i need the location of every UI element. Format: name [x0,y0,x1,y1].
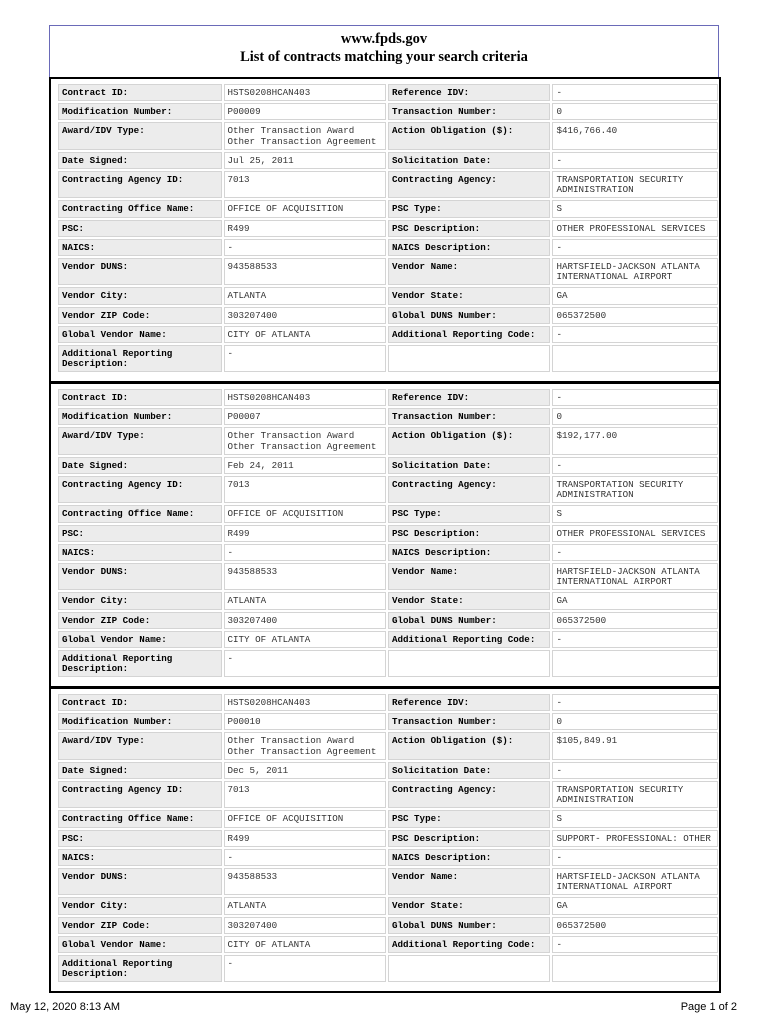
contract-record [49,687,721,993]
reference-idv-value: - [552,694,718,711]
modification-number-value: P00009 [224,103,386,120]
vendor-name-label: Vendor Name: [388,563,550,590]
contract-records [49,77,721,993]
date-signed-value: Feb 24, 2011 [224,457,386,474]
date-signed-label: Date Signed: [58,457,222,474]
table-row [58,810,718,827]
transaction-number-value: 0 [552,103,718,120]
table-row [58,917,718,934]
vendor-city-label: Vendor City: [58,592,222,609]
global-vendor-name-label: Global Vendor Name: [58,936,222,953]
action-obligation-value: $105,849.91 [552,732,718,759]
table-row [58,505,718,522]
table-row [58,258,718,285]
vendor-duns-label: Vendor DUNS: [58,868,222,895]
table-row [58,457,718,474]
transaction-number-label: Transaction Number: [388,713,550,730]
table-row [58,200,718,217]
vendor-zip-value: 303207400 [224,917,386,934]
contract-id-label: Contract ID: [58,84,222,101]
naics-description-label: NAICS Description: [388,239,550,256]
global-duns-value: 065372500 [552,917,718,934]
psc-type-label: PSC Type: [388,200,550,217]
action-obligation-value: $416,766.40 [552,122,718,149]
table-row [58,650,718,677]
psc-label: PSC: [58,830,222,847]
empty-cell [388,955,550,982]
vendor-duns-value: 943588533 [224,258,386,285]
psc-description-label: PSC Description: [388,220,550,237]
table-row [58,287,718,304]
office-name-value: OFFICE OF ACQUISITION [224,200,386,217]
vendor-zip-label: Vendor ZIP Code: [58,917,222,934]
global-duns-label: Global DUNS Number: [388,612,550,629]
naics-label: NAICS: [58,239,222,256]
site-name: www.fpds.gov [340,31,428,47]
table-row [58,936,718,953]
additional-reporting-description-label: Additional Reporting Description: [58,955,222,982]
vendor-duns-value: 943588533 [224,563,386,590]
additional-reporting-code-value: - [552,936,718,953]
naics-description-label: NAICS Description: [388,544,550,561]
psc-type-label: PSC Type: [388,505,550,522]
vendor-zip-value: 303207400 [224,307,386,324]
psc-value: R499 [224,830,386,847]
contract-id-value: HSTS0208HCAN403 [224,694,386,711]
action-obligation-label: Action Obligation ($): [388,122,550,149]
report-header [49,25,719,77]
psc-description-value: SUPPORT- PROFESSIONAL: OTHER [552,830,718,847]
contract-record-table [56,82,720,374]
award-type-value: Other Transaction Award Other Transaction Agreement [224,427,386,454]
table-row [58,326,718,343]
global-duns-value: 065372500 [552,307,718,324]
modification-number-label: Modification Number: [58,408,222,425]
empty-cell [388,650,550,677]
additional-reporting-description-value: - [224,955,386,982]
global-vendor-name-label: Global Vendor Name: [58,326,222,343]
agency-label: Contracting Agency: [388,781,550,808]
agency-id-value: 7013 [224,476,386,503]
office-name-label: Contracting Office Name: [58,505,222,522]
psc-label: PSC: [58,220,222,237]
action-obligation-label: Action Obligation ($): [388,427,550,454]
table-row [58,868,718,895]
naics-label: NAICS: [58,849,222,866]
table-row [58,955,718,982]
vendor-duns-label: Vendor DUNS: [58,258,222,285]
additional-reporting-code-label: Additional Reporting Code: [388,631,550,648]
agency-value: TRANSPORTATION SECURITY ADMINISTRATION [552,476,718,503]
naics-value: - [224,544,386,561]
naics-description-label: NAICS Description: [388,849,550,866]
vendor-zip-label: Vendor ZIP Code: [58,307,222,324]
vendor-name-value: HARTSFIELD-JACKSON ATLANTA INTERNATIONAL AIRPORT [552,563,718,590]
table-row [58,897,718,914]
naics-label: NAICS: [58,544,222,561]
vendor-state-label: Vendor State: [388,897,550,914]
global-duns-value: 065372500 [552,612,718,629]
award-type-value: Other Transaction Award Other Transaction Agreement [224,732,386,759]
vendor-state-value: GA [552,897,718,914]
additional-reporting-description-value: - [224,345,386,372]
empty-cell [552,345,718,372]
office-name-value: OFFICE OF ACQUISITION [224,810,386,827]
global-duns-label: Global DUNS Number: [388,917,550,934]
table-row [58,307,718,324]
award-type-label: Award/IDV Type: [58,732,222,759]
psc-type-value: S [552,810,718,827]
report-title: List of contracts matching your search criteria [240,49,528,65]
table-row [58,694,718,711]
table-row [58,171,718,198]
table-row [58,122,718,149]
action-obligation-value: $192,177.00 [552,427,718,454]
contract-record-table [56,692,720,984]
psc-type-value: S [552,505,718,522]
modification-number-value: P00010 [224,713,386,730]
psc-value: R499 [224,525,386,542]
additional-reporting-code-label: Additional Reporting Code: [388,936,550,953]
vendor-duns-value: 943588533 [224,868,386,895]
psc-value: R499 [224,220,386,237]
psc-description-value: OTHER PROFESSIONAL SERVICES [552,220,718,237]
reference-idv-label: Reference IDV: [388,389,550,406]
reference-idv-label: Reference IDV: [388,84,550,101]
vendor-city-value: ATLANTA [224,287,386,304]
psc-description-label: PSC Description: [388,525,550,542]
agency-value: TRANSPORTATION SECURITY ADMINISTRATION [552,781,718,808]
action-obligation-label: Action Obligation ($): [388,732,550,759]
modification-number-label: Modification Number: [58,103,222,120]
vendor-name-value: HARTSFIELD-JACKSON ATLANTA INTERNATIONAL AIRPORT [552,258,718,285]
table-row [58,239,718,256]
office-name-label: Contracting Office Name: [58,810,222,827]
vendor-name-label: Vendor Name: [388,868,550,895]
vendor-city-value: ATLANTA [224,592,386,609]
vendor-city-value: ATLANTA [224,897,386,914]
contract-id-label: Contract ID: [58,694,222,711]
global-vendor-name-label: Global Vendor Name: [58,631,222,648]
solicitation-date-value: - [552,152,718,169]
additional-reporting-description-value: - [224,650,386,677]
agency-id-value: 7013 [224,171,386,198]
agency-label: Contracting Agency: [388,171,550,198]
additional-reporting-code-value: - [552,631,718,648]
table-row [58,427,718,454]
table-row [58,103,718,120]
empty-cell [552,955,718,982]
solicitation-date-value: - [552,762,718,779]
solicitation-date-label: Solicitation Date: [388,762,550,779]
solicitation-date-value: - [552,457,718,474]
additional-reporting-description-label: Additional Reporting Description: [58,650,222,677]
vendor-name-label: Vendor Name: [388,258,550,285]
empty-cell [388,345,550,372]
reference-idv-label: Reference IDV: [388,694,550,711]
award-type-label: Award/IDV Type: [58,122,222,149]
psc-type-value: S [552,200,718,217]
naics-description-value: - [552,239,718,256]
table-row [58,762,718,779]
additional-reporting-code-value: - [552,326,718,343]
psc-type-label: PSC Type: [388,810,550,827]
transaction-number-value: 0 [552,408,718,425]
vendor-city-label: Vendor City: [58,287,222,304]
table-row [58,345,718,372]
agency-id-label: Contracting Agency ID: [58,781,222,808]
date-signed-value: Dec 5, 2011 [224,762,386,779]
global-duns-label: Global DUNS Number: [388,307,550,324]
transaction-number-label: Transaction Number: [388,408,550,425]
award-type-value: Other Transaction Award Other Transaction Agreement [224,122,386,149]
reference-idv-value: - [552,84,718,101]
print-timestamp: May 12, 2020 8:13 AM [10,1001,121,1013]
transaction-number-value: 0 [552,713,718,730]
table-row [58,592,718,609]
vendor-state-label: Vendor State: [388,287,550,304]
transaction-number-label: Transaction Number: [388,103,550,120]
table-row [58,631,718,648]
psc-description-label: PSC Description: [388,830,550,847]
table-row [58,544,718,561]
additional-reporting-description-label: Additional Reporting Description: [58,345,222,372]
global-vendor-name-value: CITY OF ATLANTA [224,936,386,953]
vendor-duns-label: Vendor DUNS: [58,563,222,590]
agency-id-value: 7013 [224,781,386,808]
page-number: Page 1 of 2 [680,1001,737,1013]
contract-id-label: Contract ID: [58,389,222,406]
modification-number-value: P00007 [224,408,386,425]
modification-number-label: Modification Number: [58,713,222,730]
agency-id-label: Contracting Agency ID: [58,171,222,198]
table-row [58,525,718,542]
vendor-state-label: Vendor State: [388,592,550,609]
contract-record [49,77,721,383]
table-row [58,732,718,759]
agency-value: TRANSPORTATION SECURITY ADMINISTRATION [552,171,718,198]
vendor-state-value: GA [552,592,718,609]
contract-record-table [56,387,720,679]
award-type-label: Award/IDV Type: [58,427,222,454]
empty-cell [552,650,718,677]
naics-value: - [224,239,386,256]
vendor-zip-label: Vendor ZIP Code: [58,612,222,629]
date-signed-label: Date Signed: [58,762,222,779]
date-signed-value: Jul 25, 2011 [224,152,386,169]
table-row [58,781,718,808]
solicitation-date-label: Solicitation Date: [388,152,550,169]
naics-description-value: - [552,849,718,866]
table-row [58,830,718,847]
vendor-state-value: GA [552,287,718,304]
global-vendor-name-value: CITY OF ATLANTA [224,631,386,648]
psc-label: PSC: [58,525,222,542]
agency-label: Contracting Agency: [388,476,550,503]
office-name-value: OFFICE OF ACQUISITION [224,505,386,522]
table-row [58,713,718,730]
vendor-zip-value: 303207400 [224,612,386,629]
table-row [58,84,718,101]
solicitation-date-label: Solicitation Date: [388,457,550,474]
date-signed-label: Date Signed: [58,152,222,169]
naics-value: - [224,849,386,866]
contract-record [49,382,721,688]
reference-idv-value: - [552,389,718,406]
table-row [58,849,718,866]
table-row [58,389,718,406]
table-row [58,563,718,590]
global-vendor-name-value: CITY OF ATLANTA [224,326,386,343]
additional-reporting-code-label: Additional Reporting Code: [388,326,550,343]
agency-id-label: Contracting Agency ID: [58,476,222,503]
vendor-city-label: Vendor City: [58,897,222,914]
table-row [58,408,718,425]
table-row [58,612,718,629]
contract-id-value: HSTS0208HCAN403 [224,84,386,101]
table-row [58,152,718,169]
table-row [58,476,718,503]
table-row [58,220,718,237]
psc-description-value: OTHER PROFESSIONAL SERVICES [552,525,718,542]
contract-id-value: HSTS0208HCAN403 [224,389,386,406]
office-name-label: Contracting Office Name: [58,200,222,217]
naics-description-value: - [552,544,718,561]
vendor-name-value: HARTSFIELD-JACKSON ATLANTA INTERNATIONAL AIRPORT [552,868,718,895]
